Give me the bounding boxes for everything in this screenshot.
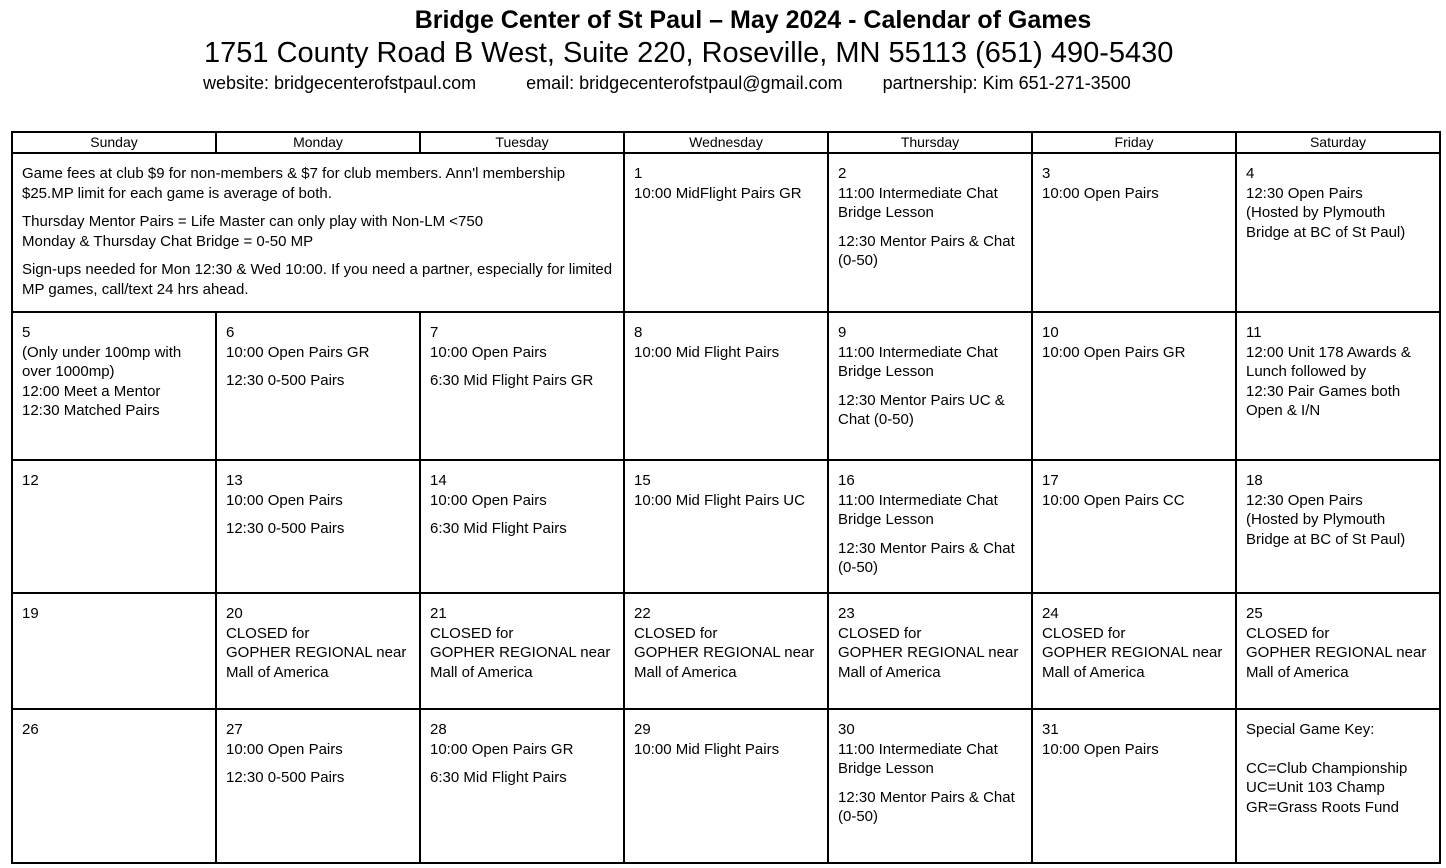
day-cell xyxy=(1032,153,1236,312)
day-cell xyxy=(12,709,216,863)
day-number: 20 xyxy=(226,605,243,622)
game-event: 11:00 Intermediate Chat Bridge Lesson xyxy=(838,343,998,380)
weekday-wednesday: Wednesday xyxy=(624,132,828,153)
game-event: 12:30 Mentor Pairs & Chat (0-50) xyxy=(838,232,1015,269)
game-event: 6:30 Mid Flight Pairs GR xyxy=(430,372,594,389)
day-cell xyxy=(1032,460,1236,593)
week-row xyxy=(12,153,1440,312)
week-row xyxy=(12,460,1440,593)
day-cell xyxy=(420,593,624,709)
day-cell xyxy=(624,593,828,709)
week-row xyxy=(12,593,1440,709)
game-key-item: CC=Club Championship xyxy=(1246,759,1408,777)
day-number: 17 xyxy=(1042,472,1059,489)
day-number: 21 xyxy=(430,605,447,622)
day-number: 6 xyxy=(226,324,235,341)
day-cell xyxy=(624,709,828,863)
day-number: 16 xyxy=(838,472,855,489)
day-cell xyxy=(216,593,420,709)
closure-notice: CLOSED for GOPHER REGIONAL near Mall of America xyxy=(226,624,407,681)
day-number: 31 xyxy=(1042,721,1059,738)
day-cell xyxy=(624,153,828,312)
day-number: 10 xyxy=(1042,324,1059,341)
closure-notice: CLOSED for GOPHER REGIONAL near Mall of America xyxy=(1246,624,1427,681)
weekday-sunday: Sunday xyxy=(12,132,216,153)
game-event: 11:00 Intermediate Chat Bridge Lesson xyxy=(838,740,998,777)
day-cell xyxy=(1236,593,1440,709)
day-number: 29 xyxy=(634,721,651,738)
game-event: 11:00 Intermediate Chat Bridge Lesson xyxy=(838,184,998,221)
day-cell xyxy=(828,153,1032,312)
weekday-header-row xyxy=(12,132,1440,153)
signup-note: Sign-ups needed for Mon 12:30 & Wed 10:00. If you need a partner, especially for limited MP games, call/text 24 hrs ahead. xyxy=(22,261,613,298)
game-key-item: GR=Grass Roots Fund xyxy=(1246,798,1399,816)
game-event: 10:00 Open Pairs CC xyxy=(1042,491,1185,509)
day-cell xyxy=(216,460,420,593)
game-event: 10:00 Open Pairs xyxy=(1042,184,1159,202)
day-number: 1 xyxy=(634,165,643,182)
game-event: 10:00 Open Pairs xyxy=(430,343,547,361)
day-cell xyxy=(624,460,828,593)
day-number: 28 xyxy=(430,721,447,738)
game-event: 10:00 Open Pairs xyxy=(430,491,547,509)
day-number: 7 xyxy=(430,324,439,341)
game-event: 12:00 Unit 178 Awards & Lunch followed by 12:30 Pair Games both Open & I/N xyxy=(1246,343,1411,419)
day-number: 4 xyxy=(1246,165,1255,182)
closure-notice: CLOSED for GOPHER REGIONAL near Mall of America xyxy=(1042,624,1223,681)
day-number: 24 xyxy=(1042,605,1059,622)
day-cell xyxy=(828,593,1032,709)
day-number: 12 xyxy=(22,472,39,489)
contact-line: website: bridgecenterofstpaul.com email: bridgecenterofstpaul@gmail.com partnership: Kim 651-271-3500 xyxy=(203,73,1131,93)
game-event: 12:30 Mentor Pairs & Chat (0-50) xyxy=(838,788,1015,825)
day-number: 3 xyxy=(1042,165,1051,182)
day-cell xyxy=(12,593,216,709)
game-event: 12:30 Open Pairs (Hosted by Plymouth Bridge at BC of St Paul) xyxy=(1246,491,1406,548)
weekday-thursday: Thursday xyxy=(828,132,1032,153)
day-number: 11 xyxy=(1246,324,1262,341)
day-number: 9 xyxy=(838,324,847,341)
game-event: 12:30 Open Pairs (Hosted by Plymouth Bridge at BC of St Paul) xyxy=(1246,184,1406,241)
game-event: 10:00 Open Pairs GR xyxy=(1042,343,1186,361)
game-event: 10:00 MidFlight Pairs GR xyxy=(634,184,802,202)
day-cell xyxy=(12,460,216,593)
day-number: 8 xyxy=(634,324,643,341)
calendar-grid xyxy=(11,131,1441,864)
weekday-monday: Monday xyxy=(216,132,420,153)
day-number: 14 xyxy=(430,472,447,489)
game-event: 10:00 Open Pairs xyxy=(226,491,343,509)
day-number: 2 xyxy=(838,165,847,182)
day-cell xyxy=(828,312,1032,460)
weekday-saturday: Saturday xyxy=(1236,132,1440,153)
game-key-item: UC=Unit 103 Champ xyxy=(1246,779,1385,796)
day-cell xyxy=(1032,593,1236,709)
week-row xyxy=(12,709,1440,863)
day-number: 19 xyxy=(22,605,39,622)
closure-notice: CLOSED for GOPHER REGIONAL near Mall of America xyxy=(838,624,1019,681)
game-event: 11:00 Intermediate Chat Bridge Lesson xyxy=(838,491,998,528)
day-number: 22 xyxy=(634,605,651,622)
game-event: 12:30 0-500 Pairs xyxy=(226,769,345,786)
day-number: 13 xyxy=(226,472,243,489)
day-number: 18 xyxy=(1246,472,1263,489)
game-event: 10:00 Mid Flight Pairs xyxy=(634,343,780,361)
game-event: 10:00 Open Pairs xyxy=(226,740,343,758)
game-event: 12:30 0-500 Pairs xyxy=(226,372,345,389)
day-number: 27 xyxy=(226,721,243,738)
day-number: 25 xyxy=(1246,605,1263,622)
day-cell xyxy=(420,312,624,460)
game-event: 10:00 Mid Flight Pairs xyxy=(634,740,780,758)
day-cell xyxy=(1236,312,1440,460)
page-title: Bridge Center of St Paul – May 2024 - Calendar of Games xyxy=(414,6,1092,34)
day-cell xyxy=(828,460,1032,593)
game-event: 10:00 Mid Flight Pairs UC xyxy=(634,491,805,509)
day-cell xyxy=(1032,312,1236,460)
day-cell xyxy=(1032,709,1236,863)
mentor-note: Thursday Mentor Pairs = Life Master can only play with Non-LM <750 Monday & Thursday Chat Bridge = 0-50 MP xyxy=(22,213,484,250)
day-number: 5 xyxy=(22,324,31,341)
game-event: 12:30 Mentor Pairs UC & Chat (0-50) xyxy=(838,391,1005,428)
game-event: 12:30 0-500 Pairs xyxy=(226,520,345,537)
club-notes-cell xyxy=(12,153,624,312)
day-number: 30 xyxy=(838,721,855,738)
day-cell xyxy=(828,709,1032,863)
game-event: 12:30 Mentor Pairs & Chat (0-50) xyxy=(838,539,1015,576)
day-cell xyxy=(1236,153,1440,312)
weekday-tuesday: Tuesday xyxy=(420,132,624,153)
game-event: 10:00 Open Pairs GR xyxy=(430,740,574,758)
game-event: 6:30 Mid Flight Pairs xyxy=(430,520,567,537)
day-cell xyxy=(216,709,420,863)
day-cell xyxy=(12,312,216,460)
day-cell xyxy=(1236,460,1440,593)
day-cell xyxy=(420,709,624,863)
day-number: 26 xyxy=(22,721,39,738)
day-number: 15 xyxy=(634,472,651,489)
game-event: 6:30 Mid Flight Pairs xyxy=(430,769,567,786)
closure-notice: CLOSED for GOPHER REGIONAL near Mall of America xyxy=(430,624,611,681)
game-event: (Only under 100mp with over 1000mp) 12:00 Meet a Mentor 12:30 Matched Pairs xyxy=(22,343,182,419)
day-cell xyxy=(216,312,420,460)
club-address: 1751 County Road B West, Suite 220, Roseville, MN 55113 (651) 490-5430 xyxy=(204,37,1174,69)
closure-notice: CLOSED for GOPHER REGIONAL near Mall of America xyxy=(634,624,815,681)
game-key-title: Special Game Key: xyxy=(1246,721,1375,738)
week-row xyxy=(12,312,1440,460)
fee-note: Game fees at club $9 for non-members & $7 for club members. Ann'l membership $25.MP limit for each game is average of both. xyxy=(22,165,566,202)
day-number: 23 xyxy=(838,605,855,622)
game-event: 10:00 Open Pairs xyxy=(1042,740,1159,758)
day-cell xyxy=(420,460,624,593)
day-cell xyxy=(624,312,828,460)
weekday-friday: Friday xyxy=(1032,132,1236,153)
game-key-list xyxy=(1246,759,1430,818)
game-key-cell xyxy=(1236,709,1440,863)
game-event: 10:00 Open Pairs GR xyxy=(226,343,370,361)
